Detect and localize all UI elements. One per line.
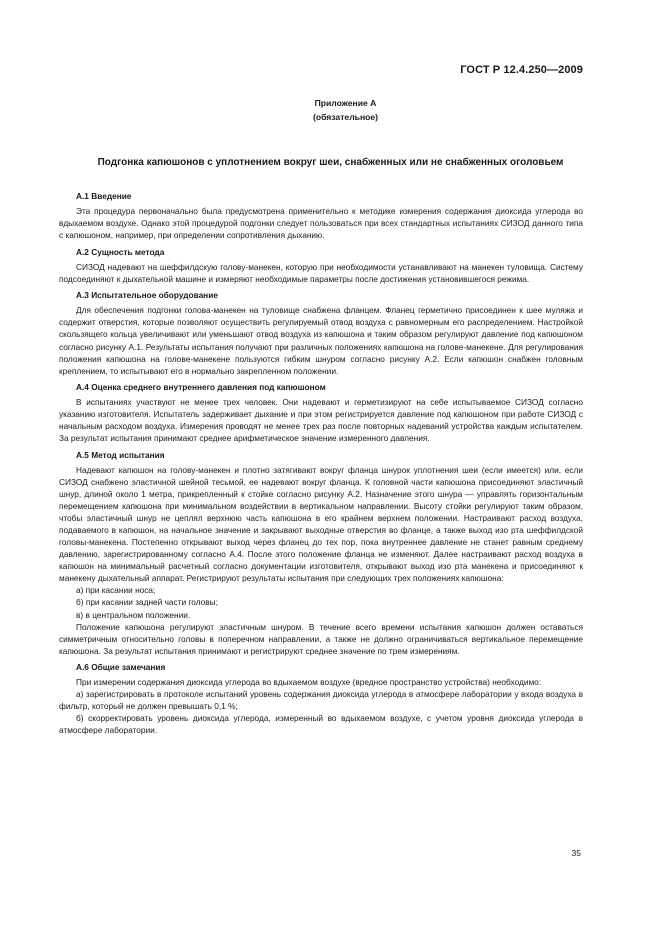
- list-item: в) в центральном положении.: [76, 609, 191, 620]
- section-heading: А.1 Введение: [76, 191, 132, 201]
- appendix-status: (обязательное): [312, 112, 379, 122]
- section-heading: А.2 Сущность метода: [76, 246, 165, 257]
- paragraph: При измерении содержания диоксида углерода во вдыхаемом воздухе (вредное пространство устройства) необходимо:: [76, 677, 542, 688]
- section-heading: А.5 Метод испытания: [76, 449, 165, 460]
- appendix-label: Приложение А: [314, 98, 377, 108]
- list-item: а) при касании носа;: [76, 585, 156, 596]
- document-body: [59, 190, 583, 736]
- document-title: Подгонка капюшонов с уплотнением вокруг шеи, снабженных или не снабженных оголовьем: [97, 157, 564, 168]
- list-item: а) зарегистрировать в протоколе испытаний уровень содержания диоксида углерода в атмосфере лаборатории у входа воздуха в фильтр, который не должен превышать 0,1 %;: [59, 689, 583, 712]
- standard-number: ГОСТ Р 12.4.250—2009: [460, 64, 583, 76]
- paragraph: Надевают капюшон на голову-манекен и плотно затягивают вокруг фланца шнурок уплотнения шеи (если имеется) или, если СИЗОД снабжено эластичной шейной тесьмой, ее надевают вокруг фланца. К головной части капюшона присоединяют эластичный шнур, длиной около 1 метра, прикрепленный к стойке согласно рисунку А.2. Назначение этого шнура — управлять горизонтальным перемещением капюшона при минимальном воздействии в вертикальном направлении. Высоту стойки регулируют таким образом, чтобы эластичный шнур не цеплял верхнюю часть капюшона в его крайнем верхнем положении. Настраивают расход воздуха, подаваемого в капюшон, на начальное значение и закрывают выходные отверстия во фланце, а также выход изо рта шеффилдской головы-манекена. Постепенно открывают выход через фланец до тех пор, пока внутреннее давление не станет равным среднему давлению, зарегистрированному согласно А.4. После этого положение фланца не изменяют. Далее настраивают расход воздуха в капюшон на минимальный расчетный согласно документации изготовителя, открывают выход изо рта манекена и присоединяют к манекену дыхательный аппарат. Регистрируют результаты испытания при следующих трех положениях капюшона:: [59, 464, 583, 584]
- paragraph: Для обеспечения подгонки голова-манекен на туловище снабжена фланцем. Фланец герметично присоединен к шее муляжа и содержит отверстия, которые позволяют осуществить регулируемый отвод воздуха с равномерным его распределением. Настройкой скользящего кольца увеличивают или уменьшают отвод воздуха из капюшона и таким образом регулируют давление под капюшоном согласно рисунку А.1. Результаты испытания получают при различных положениях капюшона на голове-манекене. Для регулирования положения капюшона на голове-манекене пользуются гибким шнуром согласно рисунку А.2. Если капюшон снабжен головным креплением, то испытывают его в нормально закрепленном положении.: [59, 305, 583, 376]
- section-heading: А.3 Испытательное оборудование: [76, 290, 218, 301]
- section-heading: А.4 Оценка среднего внутреннего давления под капюшоном: [76, 382, 326, 393]
- list-item: б) скорректировать уровень диоксида углерода, измеренный во вдыхаемом воздухе, с учетом уровня диоксида углерода в атмосфере лаборатории.: [59, 713, 583, 736]
- paragraph: Положение капюшона регулируют эластичным шнуром. В течение всего времени испытания капюшон должен оставаться симметричным относительно головы в поперечном направлении, а также не должно ограничиваться вертикальное перемещение капюшона. За результат испытания принимают и регистрируют среднее значение по трем измерениям.: [59, 621, 583, 656]
- appendix-heading: [0, 96, 661, 124]
- page-number: 35: [571, 848, 581, 858]
- paragraph: В испытаниях участвуют не менее трех человек. Они надевают и герметизируют на себе испытываемое СИЗОД согласно указанию изготовителя. Испытатель задерживает дыхание и при этом регистрируется давление под капюшоном при работе СИЗОД с начальным расходом воздуха. Измерения проводят не менее трех раз после повторных надеваний устройства каждым испытателем. За результат испытания принимают среднее арифметическое значение измеренного давления.: [59, 397, 583, 444]
- paragraph: Эта процедура первоначально была предусмотрена применительно к методике измерения содержания диоксида углерода во вдыхаемом воздухе. Однако этой процедурой подгонки следует пользоваться при всех стандартных испытаниях СИЗОД данного типа с капюшоном, например, при определении сопротивления дыханию.: [59, 206, 583, 241]
- list-item: б) при касании задней части головы;: [76, 597, 218, 608]
- section-heading: А.6 Общие замечания: [76, 662, 166, 673]
- paragraph: СИЗОД надевают на шеффилдскую голову-манекен, которую при необходимости устанавливают на манекен туловища. Систему подсоединяют к дыхательной машине и измеряют необходимые параметры после достижения установившегося режима.: [59, 261, 583, 284]
